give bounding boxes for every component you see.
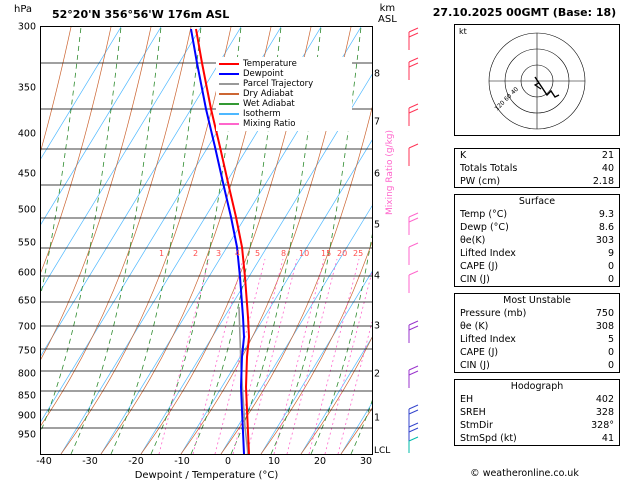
legend-item-wet-adiabat bbox=[219, 99, 349, 109]
table-row bbox=[455, 221, 619, 234]
km-tick: 2 bbox=[374, 368, 381, 380]
table-row bbox=[455, 162, 619, 175]
row-value: 402 bbox=[595, 394, 614, 405]
height-axis-unit: km ASL bbox=[378, 3, 397, 25]
row-label: Dewp (°C) bbox=[460, 222, 509, 233]
table-row bbox=[455, 359, 619, 372]
legend-item-parcel bbox=[219, 79, 349, 89]
hodograph bbox=[454, 24, 620, 136]
pressure-tick: 750 bbox=[17, 345, 36, 357]
row-label: PW (cm) bbox=[460, 176, 501, 187]
table-row bbox=[455, 234, 619, 247]
km-tick: 3 bbox=[374, 320, 381, 332]
table-row bbox=[455, 247, 619, 260]
legend-label: Parcel Trajectory bbox=[243, 79, 314, 89]
pressure-tick: 600 bbox=[17, 267, 36, 279]
pressure-tick: 350 bbox=[17, 82, 36, 94]
indices-table bbox=[454, 148, 620, 188]
row-label: CIN (J) bbox=[460, 274, 490, 285]
row-value: 0 bbox=[607, 261, 614, 272]
hodograph-title: Hodograph bbox=[510, 381, 564, 392]
legend-label: Temperature bbox=[243, 59, 297, 69]
pressure-tick: 550 bbox=[17, 237, 36, 249]
table-row bbox=[455, 273, 619, 286]
row-value: 0 bbox=[607, 274, 614, 285]
table-row bbox=[455, 307, 619, 320]
legend-item-temperature bbox=[219, 59, 349, 69]
row-value: 308 bbox=[595, 321, 614, 332]
row-value: 21 bbox=[601, 150, 614, 161]
mixing-ratio-value: 15 bbox=[321, 249, 332, 258]
mixing-ratio-value: 5 bbox=[255, 249, 261, 258]
row-label: Totals Totals bbox=[460, 163, 518, 174]
row-value: 9.3 bbox=[598, 209, 614, 220]
credit-text: © weatheronline.co.uk bbox=[470, 468, 579, 479]
table-row bbox=[455, 175, 619, 188]
most-unstable-table bbox=[454, 293, 620, 373]
pressure-tick: 850 bbox=[17, 390, 36, 402]
km-tick: 4 bbox=[374, 270, 381, 282]
row-label: θe (K) bbox=[460, 321, 489, 332]
legend-swatch-wet-adiabat bbox=[219, 103, 239, 105]
row-value: 750 bbox=[595, 308, 614, 319]
hodograph-unit: kt bbox=[459, 27, 467, 36]
row-value: 303 bbox=[595, 235, 614, 246]
pressure-tick: 450 bbox=[17, 168, 36, 180]
row-value: 41 bbox=[601, 433, 614, 444]
temp-tick: -10 bbox=[174, 456, 190, 467]
surface-title: Surface bbox=[518, 196, 556, 207]
legend-swatch-dry-adiabat bbox=[219, 93, 239, 95]
row-label: Lifted Index bbox=[460, 334, 516, 345]
row-label: StmSpd (kt) bbox=[460, 433, 517, 444]
temp-tick: 20 bbox=[313, 456, 327, 467]
row-label: CAPE (J) bbox=[460, 261, 499, 272]
km-tick: 6 bbox=[374, 168, 381, 180]
hodograph-stats-table bbox=[454, 379, 620, 446]
table-row bbox=[455, 333, 619, 346]
mixing-ratio-value: 8 bbox=[281, 249, 287, 258]
table-row bbox=[455, 346, 619, 359]
table-row bbox=[455, 208, 619, 221]
table-row bbox=[455, 260, 619, 273]
temp-tick: 30 bbox=[359, 456, 373, 467]
table-row bbox=[455, 406, 619, 419]
legend-label: Dewpoint bbox=[243, 69, 284, 79]
station-title: 52°20'N 356°56'W 176m ASL bbox=[52, 8, 230, 21]
km-tick: 8 bbox=[374, 68, 381, 80]
legend-label: Dry Adiabat bbox=[243, 89, 294, 99]
legend-item-dewpoint bbox=[219, 69, 349, 79]
legend-label: Mixing Ratio bbox=[243, 119, 296, 129]
mixing-ratio-value: 2 bbox=[193, 249, 199, 258]
x-axis-title: Dewpoint / Temperature (°C) bbox=[134, 470, 279, 481]
pressure-tick: 950 bbox=[17, 429, 36, 441]
mixing-ratio-value: 25 bbox=[353, 249, 364, 258]
hodograph-ring-label: 120 60 40 bbox=[493, 85, 521, 113]
legend-item-dry-adiabat bbox=[219, 89, 349, 99]
mixing-ratio-value: 4 bbox=[235, 249, 241, 258]
mixing-ratio-value: 3 bbox=[216, 249, 222, 258]
row-label: θe(K) bbox=[460, 235, 486, 246]
pressure-tick: 700 bbox=[17, 321, 36, 333]
temp-tick: 10 bbox=[267, 456, 281, 467]
pressure-axis-labels bbox=[0, 21, 38, 455]
row-label: EH bbox=[460, 394, 474, 405]
row-label: Lifted Index bbox=[460, 248, 516, 259]
info-panel bbox=[420, 0, 629, 486]
legend-label: Isotherm bbox=[243, 109, 281, 119]
legend-swatch-isotherm bbox=[219, 113, 239, 115]
temp-tick: -30 bbox=[82, 456, 98, 467]
pressure-tick: 400 bbox=[17, 128, 36, 140]
row-label: SREH bbox=[460, 407, 486, 418]
pressure-tick: 800 bbox=[17, 368, 36, 380]
mixing-ratio-value: 10 bbox=[299, 249, 310, 258]
table-row bbox=[455, 419, 619, 432]
surface-table bbox=[454, 194, 620, 287]
temperature-axis-labels bbox=[36, 456, 373, 470]
lcl-label: LCL bbox=[374, 446, 391, 456]
row-value: 9 bbox=[607, 248, 614, 259]
most-unstable-title: Most Unstable bbox=[503, 295, 571, 306]
temp-tick: -20 bbox=[128, 456, 144, 467]
legend-swatch-dewpoint bbox=[219, 73, 239, 75]
legend-label: Wet Adiabat bbox=[243, 99, 295, 109]
row-value: 2.18 bbox=[592, 176, 614, 187]
temp-tick: 0 bbox=[224, 456, 232, 467]
run-date-title: 27.10.2025 00GMT (Base: 18) bbox=[432, 6, 617, 19]
table-row bbox=[455, 393, 619, 406]
row-value: 0 bbox=[607, 360, 614, 371]
row-value: 40 bbox=[601, 163, 614, 174]
table-row bbox=[455, 320, 619, 333]
km-tick: 7 bbox=[374, 116, 381, 128]
pressure-axis-unit: hPa bbox=[14, 4, 33, 15]
row-label: CIN (J) bbox=[460, 360, 490, 371]
legend-swatch-parcel bbox=[219, 83, 239, 85]
table-row bbox=[455, 149, 619, 162]
legend-swatch-temperature bbox=[219, 63, 239, 65]
mixing-ratio-value: 1 bbox=[159, 249, 165, 258]
table-row bbox=[455, 432, 619, 445]
height-axis-labels bbox=[374, 26, 398, 455]
legend-swatch-mixing-ratio bbox=[219, 123, 239, 125]
mixing-ratio-axis-title: Mixing Ratio (g/kg) bbox=[385, 129, 395, 215]
skewt-plot-area bbox=[40, 26, 373, 455]
chart-legend bbox=[216, 57, 352, 131]
pressure-tick: 900 bbox=[17, 410, 36, 422]
hodograph-svg bbox=[455, 25, 619, 135]
row-label: Temp (°C) bbox=[460, 209, 508, 220]
row-value: 5 bbox=[607, 334, 614, 345]
row-label: CAPE (J) bbox=[460, 347, 499, 358]
mixing-ratio-value: 20 bbox=[337, 249, 348, 258]
pressure-tick: 650 bbox=[17, 295, 36, 307]
row-value: 328 bbox=[595, 407, 614, 418]
row-label: StmDir bbox=[460, 420, 493, 431]
pressure-tick: 500 bbox=[17, 204, 36, 216]
legend-item-isotherm bbox=[219, 109, 349, 119]
pressure-tick: 300 bbox=[17, 21, 36, 33]
km-tick: 5 bbox=[374, 219, 381, 231]
temp-tick: -40 bbox=[36, 456, 52, 467]
row-label: K bbox=[460, 150, 467, 161]
row-value: 0 bbox=[607, 347, 614, 358]
row-label: Pressure (mb) bbox=[460, 308, 527, 319]
legend-item-mixing-ratio bbox=[219, 119, 349, 129]
row-value: 8.6 bbox=[598, 222, 614, 233]
wind-barb-column bbox=[396, 26, 422, 455]
row-value: 328° bbox=[591, 420, 614, 431]
km-tick: 1 bbox=[374, 412, 381, 424]
